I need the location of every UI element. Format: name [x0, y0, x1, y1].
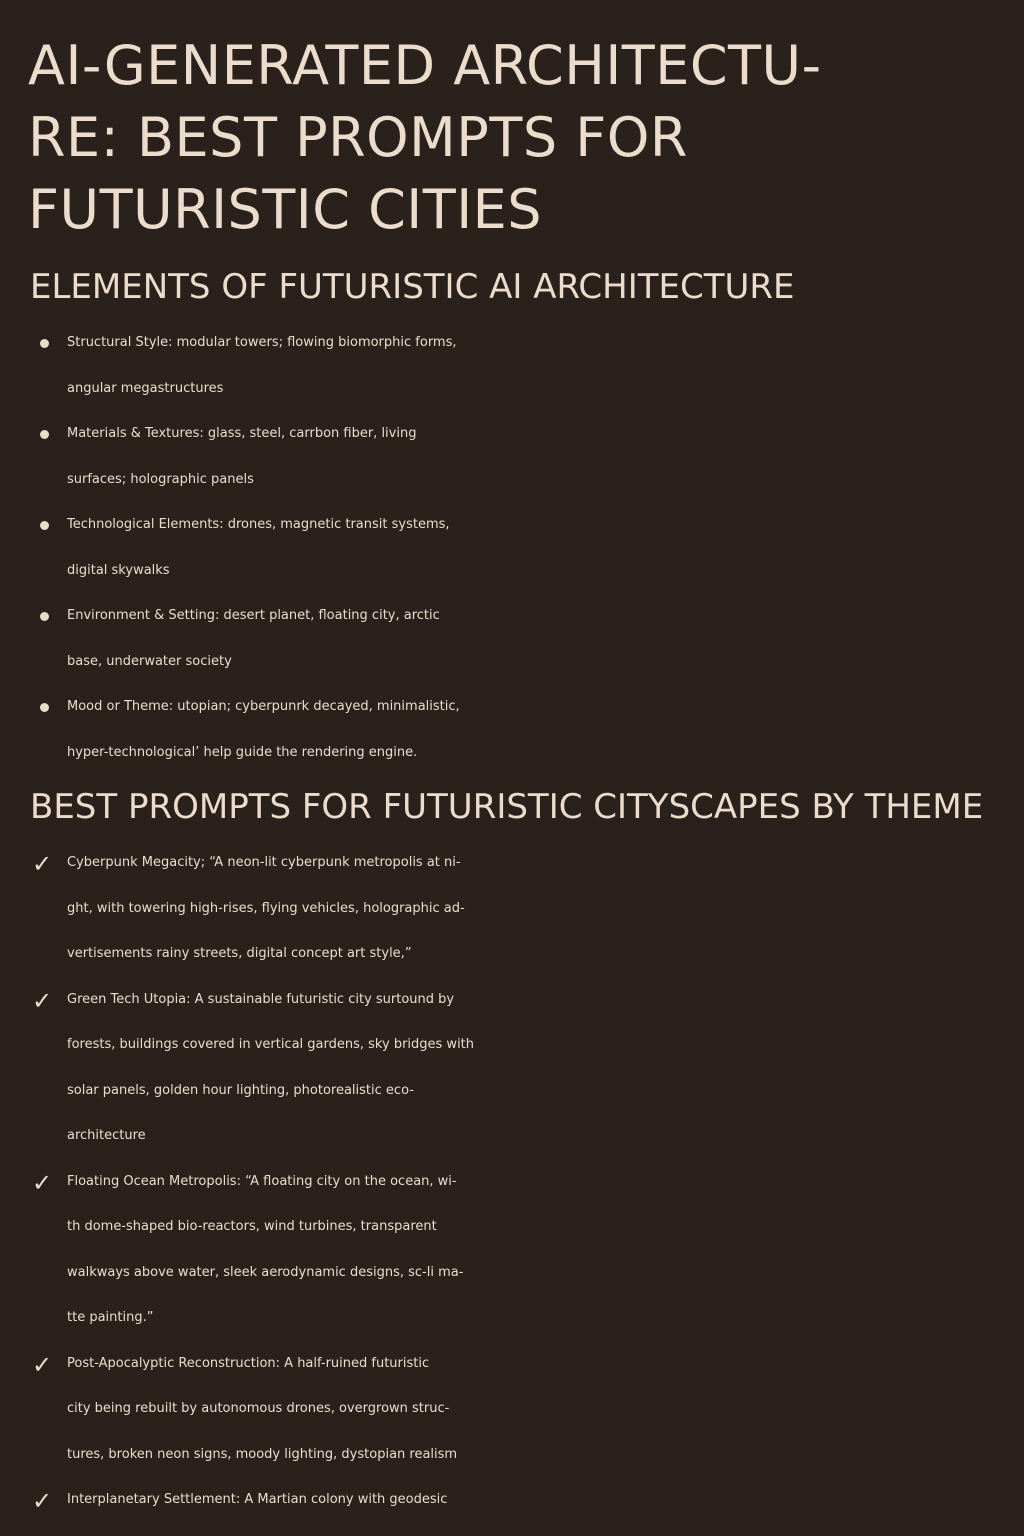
title-line: FUTURISTIC CITIES	[28, 178, 543, 241]
checkmark-icon: ✓	[32, 986, 53, 1015]
item-text-line: hyper-technological’ help guide the rendering engine.	[67, 744, 418, 760]
bullet-dot-icon	[40, 612, 49, 621]
item-text-line: Post-Apocalyptic Reconstruction: A half-ruined futuristic	[67, 1355, 430, 1371]
item-text-line: Mood or Theme: utopian; cyberpunrk decayed, minimalistic,	[67, 699, 460, 714]
item-text-line: digital skywalks	[67, 562, 170, 578]
list-item	[0, 1341, 1024, 1478]
bullet-dot-icon	[40, 430, 49, 439]
elements-list	[0, 320, 1024, 775]
bullet-dot-icon	[40, 339, 49, 348]
item-text-line: city being rebuilt by autonomous drones, overgrown struc-	[67, 1401, 450, 1416]
checkmark-icon: ✓	[32, 1350, 53, 1379]
list-item	[0, 320, 1024, 411]
item-text-line: walkways above water, sleek aerodynamic designs, sc-li ma-	[67, 1264, 464, 1280]
item-text-line: Environment & Setting: desert planet, floating city, arctic	[67, 608, 440, 623]
prompts-list	[0, 840, 1024, 1523]
item-text-line: Floating Ocean Metropolis: “A floating city on the ocean, wi-	[67, 1173, 457, 1189]
item-text-line: tures, broken neon signs, moody lighting, dystopian realism	[67, 1446, 458, 1462]
title-line: AI-GENERATED ARCHITECTU-	[28, 34, 822, 97]
item-text-line: vertisements rainy streets, digital concept art style,”	[67, 946, 412, 961]
checkmark-icon: ✓	[32, 1487, 53, 1515]
item-text-line: tte painting.”	[67, 1310, 154, 1325]
item-text-line: angular megastructures	[67, 380, 224, 396]
list-item	[0, 840, 1024, 977]
list-item	[0, 411, 1024, 502]
item-text-line: solar panels, golden hour lighting, photorealistic eco-	[67, 1082, 414, 1098]
bullet-dot-icon	[40, 521, 49, 530]
title-line: RE: BEST PROMPTS FOR	[28, 106, 688, 169]
item-text-line: ght, with towering high-rises, flying vehicles, holographic ad-	[67, 900, 465, 916]
page-title	[28, 30, 1008, 246]
item-text-line: forests, buildings covered in vertical gardens, sky bridges with	[67, 1037, 475, 1052]
item-text-line: architecture	[67, 1128, 146, 1143]
list-item	[0, 1159, 1024, 1341]
list-item	[0, 684, 1024, 775]
item-text-line: surfaces; holographic panels	[67, 471, 254, 487]
item-text-line: base, underwater society	[67, 653, 232, 669]
item-text-line: Interplanetary Settlement: A Martian colony with geodesic	[67, 1492, 448, 1507]
item-text-line: Structural Style: modular towers; flowing biomorphic forms,	[67, 335, 457, 350]
item-text-line: Cyberpunk Megacity; “A neon-lit cyberpunk metropolis at ni-	[67, 855, 461, 870]
section-heading-elements: ELEMENTS OF FUTURISTIC AI ARCHITECTURE	[30, 267, 795, 307]
item-text-line: Technological Elements: drones, magnetic transit systems,	[67, 517, 450, 532]
checkmark-icon: ✓	[32, 1168, 53, 1197]
list-item	[0, 502, 1024, 593]
list-item	[0, 1477, 1024, 1523]
item-text-line: th dome-shaped bio-reactors, wind turbines, transparent	[67, 1219, 437, 1234]
section-heading-prompts: BEST PROMPTS FOR FUTURISTIC CITYSCAPES BY THEME	[30, 787, 984, 827]
list-item	[0, 977, 1024, 1159]
list-item	[0, 593, 1024, 684]
item-text-line: Materials & Textures: glass, steel, carrbon fiber, living	[67, 426, 417, 441]
item-text-line: Green Tech Utopia: A sustainable futuristic city surtound by	[67, 991, 455, 1007]
bullet-dot-icon	[40, 703, 49, 712]
checkmark-icon: ✓	[32, 850, 53, 878]
